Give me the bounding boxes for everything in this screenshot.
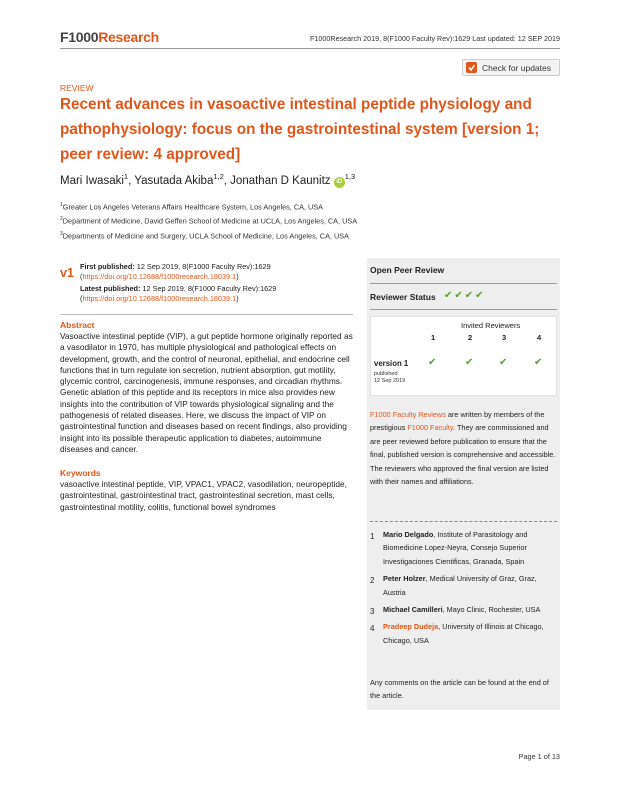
- logo-research: Research: [98, 29, 159, 45]
- approved-check-icon[interactable]: ✔: [465, 357, 474, 368]
- version-date: 12 Sep 2019: [374, 378, 406, 384]
- reviewer-affiliation: , Institute of Parasitology and Biomedicine Lopez-Neyra, Consejo Superior Investigaciones Cientificas, Granada, Spain: [383, 530, 528, 566]
- page-header: [60, 29, 560, 46]
- reviewer-index: 1: [370, 532, 375, 541]
- divider: [370, 309, 557, 310]
- reviewer-name[interactable]: Michael Camilleri: [383, 605, 443, 615]
- first-doi-link[interactable]: https://doi.org/10.12688/f1000research.18039.1: [82, 271, 237, 281]
- affil-sup: 3: [60, 230, 63, 237]
- author-affil-sup: 1,3: [344, 172, 356, 181]
- reviewer-affiliation: , Mayo Clinic, Rochester, USA: [442, 605, 541, 615]
- first-published: [80, 262, 353, 281]
- version-status: published: [374, 371, 398, 377]
- reviewer-item: [370, 528, 557, 568]
- check-for-updates-button[interactable]: [462, 59, 560, 76]
- affiliations: [60, 199, 560, 242]
- reviewer-index: 4: [370, 624, 375, 634]
- first-published-text: 12 Sep 2019, 8(F1000 Faculty Rev):1629 (: [80, 262, 271, 281]
- affil-text: Greater Los Angeles Veterans Affairs Healthcare System, Los Angeles, CA, USA: [62, 202, 324, 212]
- abstract-heading: Abstract: [60, 320, 95, 330]
- faculty-reviews-link[interactable]: F1000 Faculty Reviews: [370, 410, 446, 419]
- keywords-section: [60, 468, 353, 513]
- desc-text: are written by members of the prestigious: [370, 410, 545, 433]
- author-name[interactable]: Mari Iwasaki: [60, 174, 124, 187]
- paren: ): [236, 293, 239, 303]
- reviewer-number: 1: [431, 333, 436, 342]
- paren: ): [236, 271, 239, 281]
- latest-published-text: 12 Sep 2019, 8(F1000 Faculty Rev):1629 (: [80, 284, 277, 303]
- reviewer-name[interactable]: Mario Delgado: [383, 530, 434, 539]
- page-number: Page 1 of 13: [518, 752, 560, 761]
- divider: [370, 283, 557, 284]
- reviewer-status-label: Reviewer Status: [370, 292, 436, 302]
- affil-text: Departments of Medicine and Surgery, UCLA School of Medicine, Los Angeles, CA, USA: [62, 231, 349, 241]
- comments-note: Any comments on the article can be found at the end of the article.: [370, 678, 549, 701]
- reviewer-table: [370, 316, 557, 396]
- main-column: [60, 260, 353, 512]
- approved-check-icon[interactable]: ✔: [428, 357, 437, 368]
- affil-text: Department of Medicine, David Geffen School of Medicine at UCLA, Los Angeles, CA, USA: [62, 216, 358, 226]
- author-list: Mari Iwasaki$^1$, Yasutada Akiba$^{1,2}$, Jonathan D Kaunitz iD$^{1,3}$: [60, 172, 356, 187]
- affiliation-item: [60, 213, 560, 227]
- article-title: Recent advances in vasoactive intestinal peptide physiology and pathophysiology: focus on the gastrointestinal system [version 1; peer review: 4 approved]: [60, 96, 540, 163]
- reviewer-item: [370, 572, 557, 599]
- header-divider: [60, 48, 560, 49]
- keywords-heading: Keywords: [60, 468, 101, 478]
- affiliation-item: [60, 199, 560, 213]
- author-affil-sup: 1: [123, 172, 129, 181]
- peer-review-panel: [367, 258, 560, 710]
- header-citation: F1000Research 2019, 8(F1000 Faculty Rev):1629 Last updated: 12 SEP 2019: [310, 34, 560, 43]
- reviewer-item: [370, 603, 557, 616]
- dashed-divider: [370, 521, 557, 522]
- reviewer-number: 3: [502, 333, 507, 342]
- article-type: REVIEW: [60, 83, 94, 93]
- keywords-text: vasoactive intestinal peptide, VIP, VPAC1, VPAC2, vasodilation, neuropeptide, gastrointestinal, gastrointestinal tract, gastrointestinal secretion, mast cells, gastrointestinal motility, colitis, functional bowel syndromes: [60, 479, 347, 512]
- author-name[interactable]: Jonathan D Kaunitz: [230, 174, 331, 187]
- peer-review-title: Open Peer Review: [370, 265, 445, 275]
- reviewer-list: [370, 528, 557, 651]
- publication-info: [60, 260, 353, 312]
- orcid-icon[interactable]: iD: [334, 177, 345, 188]
- author-name[interactable]: Yasutada Akiba: [134, 174, 214, 187]
- reviewer-affiliation: , Medical University of Graz, Graz, Austria: [383, 574, 537, 597]
- reviewer-number: 2: [468, 333, 473, 342]
- latest-published-label: Latest published:: [80, 284, 141, 293]
- faculty-link[interactable]: F1000 Faculty: [407, 423, 454, 433]
- faculty-review-description: [370, 408, 557, 488]
- first-published-label: First published:: [80, 262, 135, 271]
- check-updates-label: Check for updates: [482, 63, 551, 73]
- publication-dates: [80, 262, 353, 306]
- reviewer-item: [370, 620, 557, 647]
- reviewer-affiliation: , University of Illinois at Chicago, Chicago, USA: [383, 622, 544, 645]
- publication-divider: [60, 314, 353, 315]
- reviewer-name[interactable]: Peter Holzer: [383, 574, 426, 584]
- reviewer-index: 2: [370, 576, 375, 586]
- invited-reviewers-label: Invited Reviewers: [461, 321, 521, 330]
- version-label[interactable]: version 1: [374, 359, 409, 368]
- affiliation-item: [60, 228, 560, 242]
- affil-sup: 1: [60, 202, 63, 208]
- author-affil-sup: 1,2: [213, 172, 224, 181]
- reviewer-index: 3: [370, 607, 375, 617]
- reviewer-name[interactable]: Pradeep Dudeja: [383, 622, 439, 632]
- abstract-text: Vasoactive intestinal peptide (VIP), a gut peptide hormone originally reported as a vasodilator in 1970, has multiple physiological and pathological effects on development, growth, and the control of neuronal, epithelial, and endocrine cell functions that in turn regulate ion secretion, nutrient absorption, gut motility, glycemic control, carcinogenesis, immune responses, and circadian rhythms. Genetic ablation of this peptide and its receptors in mice also provides new insights into the contribution of VIP towards physiological signaling and the pathogenesis of related diseases. Here, we discuss the impact of VIP on gastrointestinal function and diseases based on recent findings, also providing insight into its possible therapeutic application to diabetes, autoimmune diseases and cancer.: [60, 331, 353, 454]
- reviewer-number: 4: [537, 333, 542, 342]
- desc-text: . They are commissioned and are peer reviewed before publication to ensure that the final, published version is comprehensive and accessible. The reviewers who approved the final version are listed with their names and affiliations.: [370, 423, 556, 487]
- version-badge: v1: [60, 266, 74, 280]
- approved-check-icon: ✔✔✔✔: [444, 290, 486, 301]
- approved-check-icon[interactable]: ✔: [499, 357, 508, 368]
- affil-sup: 2: [60, 216, 63, 223]
- abstract-section: [60, 320, 353, 455]
- version-published-info: [374, 371, 405, 385]
- latest-doi-link[interactable]: https://doi.org/10.12688/f1000research.18039.1: [82, 293, 237, 303]
- approved-check-icon[interactable]: ✔: [534, 357, 543, 368]
- check-updates-icon: [466, 62, 477, 73]
- journal-logo[interactable]: [60, 29, 159, 45]
- logo-f1000: F1000: [60, 29, 99, 45]
- latest-published: [80, 284, 353, 303]
